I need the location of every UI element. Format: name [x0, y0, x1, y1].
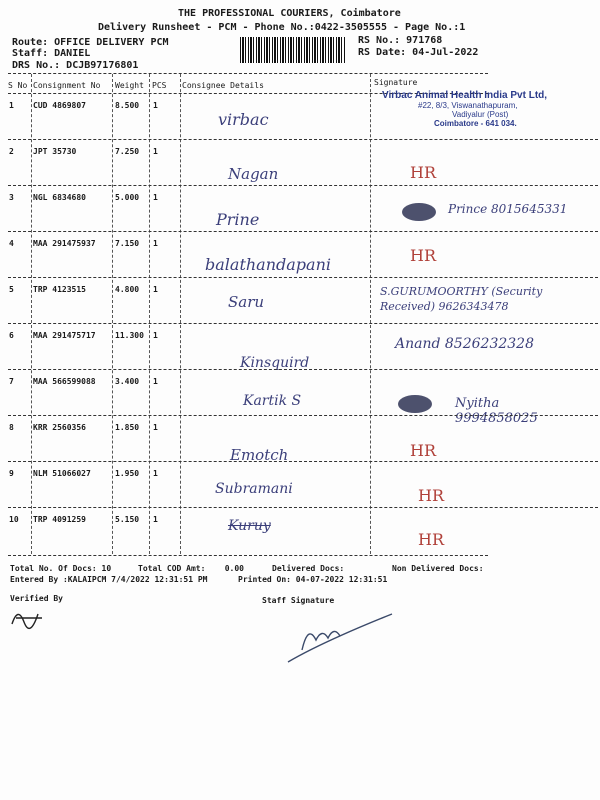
row-signature: HR	[418, 530, 444, 549]
row-signature: HR	[410, 163, 436, 182]
barcode	[240, 37, 346, 63]
runsheet-title: Delivery Runsheet - PCM - Phone No.:0422-3505555 - Page No.:1	[98, 22, 466, 33]
row-consignment: NGL 6834680	[33, 193, 86, 202]
delivered-docs: Delivered Docs:	[272, 564, 345, 573]
row-consignee: Kinsquird	[240, 355, 310, 371]
row-consignment: MAA 291475717	[33, 331, 96, 340]
row-weight: 5.000	[115, 193, 140, 202]
row-consignee: Emotch	[230, 446, 289, 464]
printed-on: Printed On: 04-07-2022 12:31:51	[238, 575, 388, 584]
route-label: Route: OFFICE DELIVERY PCM	[12, 37, 169, 48]
row-divider	[8, 323, 598, 324]
row-consignee: Saru	[228, 293, 265, 311]
stamp-line: Virbac Animal Health India Pvt Ltd,	[382, 90, 548, 101]
row-pcs: 1	[153, 423, 158, 432]
verified-by: Verified By	[10, 594, 63, 603]
row-weight: 8.500	[115, 101, 140, 110]
row-pcs: 1	[153, 285, 158, 294]
row-consignee: Subramani	[215, 481, 293, 497]
row-divider	[8, 415, 598, 416]
divider	[8, 73, 488, 74]
row-pcs: 1	[153, 147, 158, 156]
row-signature: Nyitha 9994858025	[455, 396, 538, 426]
non-delivered-docs: Non Delivered Docs:	[392, 564, 484, 573]
row-consignment: TRP 4091259	[33, 515, 86, 524]
row-sno: 9	[9, 469, 14, 478]
stamp-line: #22, 8/3, Viswanathapuram,	[418, 101, 518, 110]
signature-scribble	[398, 395, 432, 413]
company-stamp	[382, 90, 578, 140]
row-sno: 10	[9, 515, 19, 524]
row-pcs: 1	[153, 469, 158, 478]
stamp-line: Coimbatore - 641 034.	[434, 119, 517, 128]
row-divider	[8, 369, 598, 370]
row-weight: 11.300	[115, 331, 144, 340]
row-pcs: 1	[153, 239, 158, 248]
row-sno: 8	[9, 423, 14, 432]
row-sno: 6	[9, 331, 14, 340]
row-signature: Anand 8526232328	[395, 336, 534, 352]
rs-number: RS No.: 971768	[358, 35, 443, 46]
row-consignment: NLM 51066027	[33, 469, 91, 478]
company-name: THE PROFESSIONAL COURIERS, Coimbatore	[178, 8, 401, 19]
row-pcs: 1	[153, 331, 158, 340]
row-sno: 4	[9, 239, 14, 248]
col-consignee: Consignee Details	[182, 81, 264, 90]
row-pcs: 1	[153, 101, 158, 110]
verifier-signature	[8, 602, 48, 632]
total-docs: Total No. Of Docs: 10	[10, 564, 112, 573]
row-weight: 7.250	[115, 147, 140, 156]
row-consignee: Kartik S	[243, 393, 302, 409]
column-line	[31, 74, 32, 554]
staff-label: Staff: DANIEL	[12, 48, 91, 59]
row-divider	[8, 185, 598, 186]
row-divider	[8, 507, 598, 508]
row-pcs: 1	[153, 193, 158, 202]
row-weight: 4.800	[115, 285, 140, 294]
row-divider	[8, 231, 598, 232]
row-sno: 7	[9, 377, 14, 386]
row-weight: 5.150	[115, 515, 140, 524]
col-sno: S No	[8, 81, 28, 90]
row-sno: 1	[9, 101, 14, 110]
row-consignment: KRR 2560356	[33, 423, 86, 432]
row-pcs: 1	[153, 515, 158, 524]
col-weight: Weight	[115, 81, 144, 90]
column-line	[112, 74, 113, 554]
total-cod: Total COD Amt: 0.00	[138, 564, 244, 573]
row-sno: 2	[9, 147, 14, 156]
signature-scribble	[402, 203, 436, 221]
row-signature: HR	[410, 246, 436, 265]
row-divider	[8, 555, 488, 556]
row-signature: Prince 8015645331	[448, 202, 568, 216]
row-consignment: MAA 566599088	[33, 377, 96, 386]
row-consignment: JPT 35730	[33, 147, 77, 156]
entered-by: Entered By :KALAIPCM 7/4/2022 12:31:51 PM	[10, 575, 208, 584]
row-consignee: Nagan	[228, 165, 279, 183]
row-consignment: MAA 291475937	[33, 239, 96, 248]
row-weight: 1.950	[115, 469, 140, 478]
staff-signature	[282, 610, 397, 666]
col-pcs: PCS	[152, 81, 167, 90]
stamp-line: Vadiyalur (Post)	[452, 110, 509, 119]
row-consignee: balathandapani	[205, 255, 331, 274]
row-consignment: TRP 4123515	[33, 285, 86, 294]
col-consignment: Consignment No	[33, 81, 101, 90]
drs-number: DRS No.: DCJB97176801	[12, 60, 139, 71]
rs-date: RS Date: 04-Jul-2022	[358, 47, 479, 58]
row-divider	[8, 277, 598, 278]
row-consignment: CUD 4869807	[33, 101, 86, 110]
row-consignee: virbac	[218, 110, 269, 129]
row-signature: HR	[418, 486, 444, 505]
row-consignee: Kuruy	[228, 518, 271, 534]
column-line	[370, 74, 371, 554]
col-signature: Signature	[374, 78, 418, 87]
row-divider	[8, 461, 598, 462]
row-sno: 3	[9, 193, 14, 202]
row-weight: 3.400	[115, 377, 140, 386]
row-consignee: Prine	[216, 210, 260, 229]
staff-signature-label: Staff Signature	[262, 596, 335, 605]
row-signature: S.GURUMOORTHY (Security Received) 9626343478	[380, 285, 543, 313]
row-pcs: 1	[153, 377, 158, 386]
column-line	[180, 74, 181, 554]
row-weight: 1.850	[115, 423, 140, 432]
column-line	[149, 74, 150, 554]
row-weight: 7.150	[115, 239, 140, 248]
row-sno: 5	[9, 285, 14, 294]
row-signature: HR	[410, 441, 436, 460]
